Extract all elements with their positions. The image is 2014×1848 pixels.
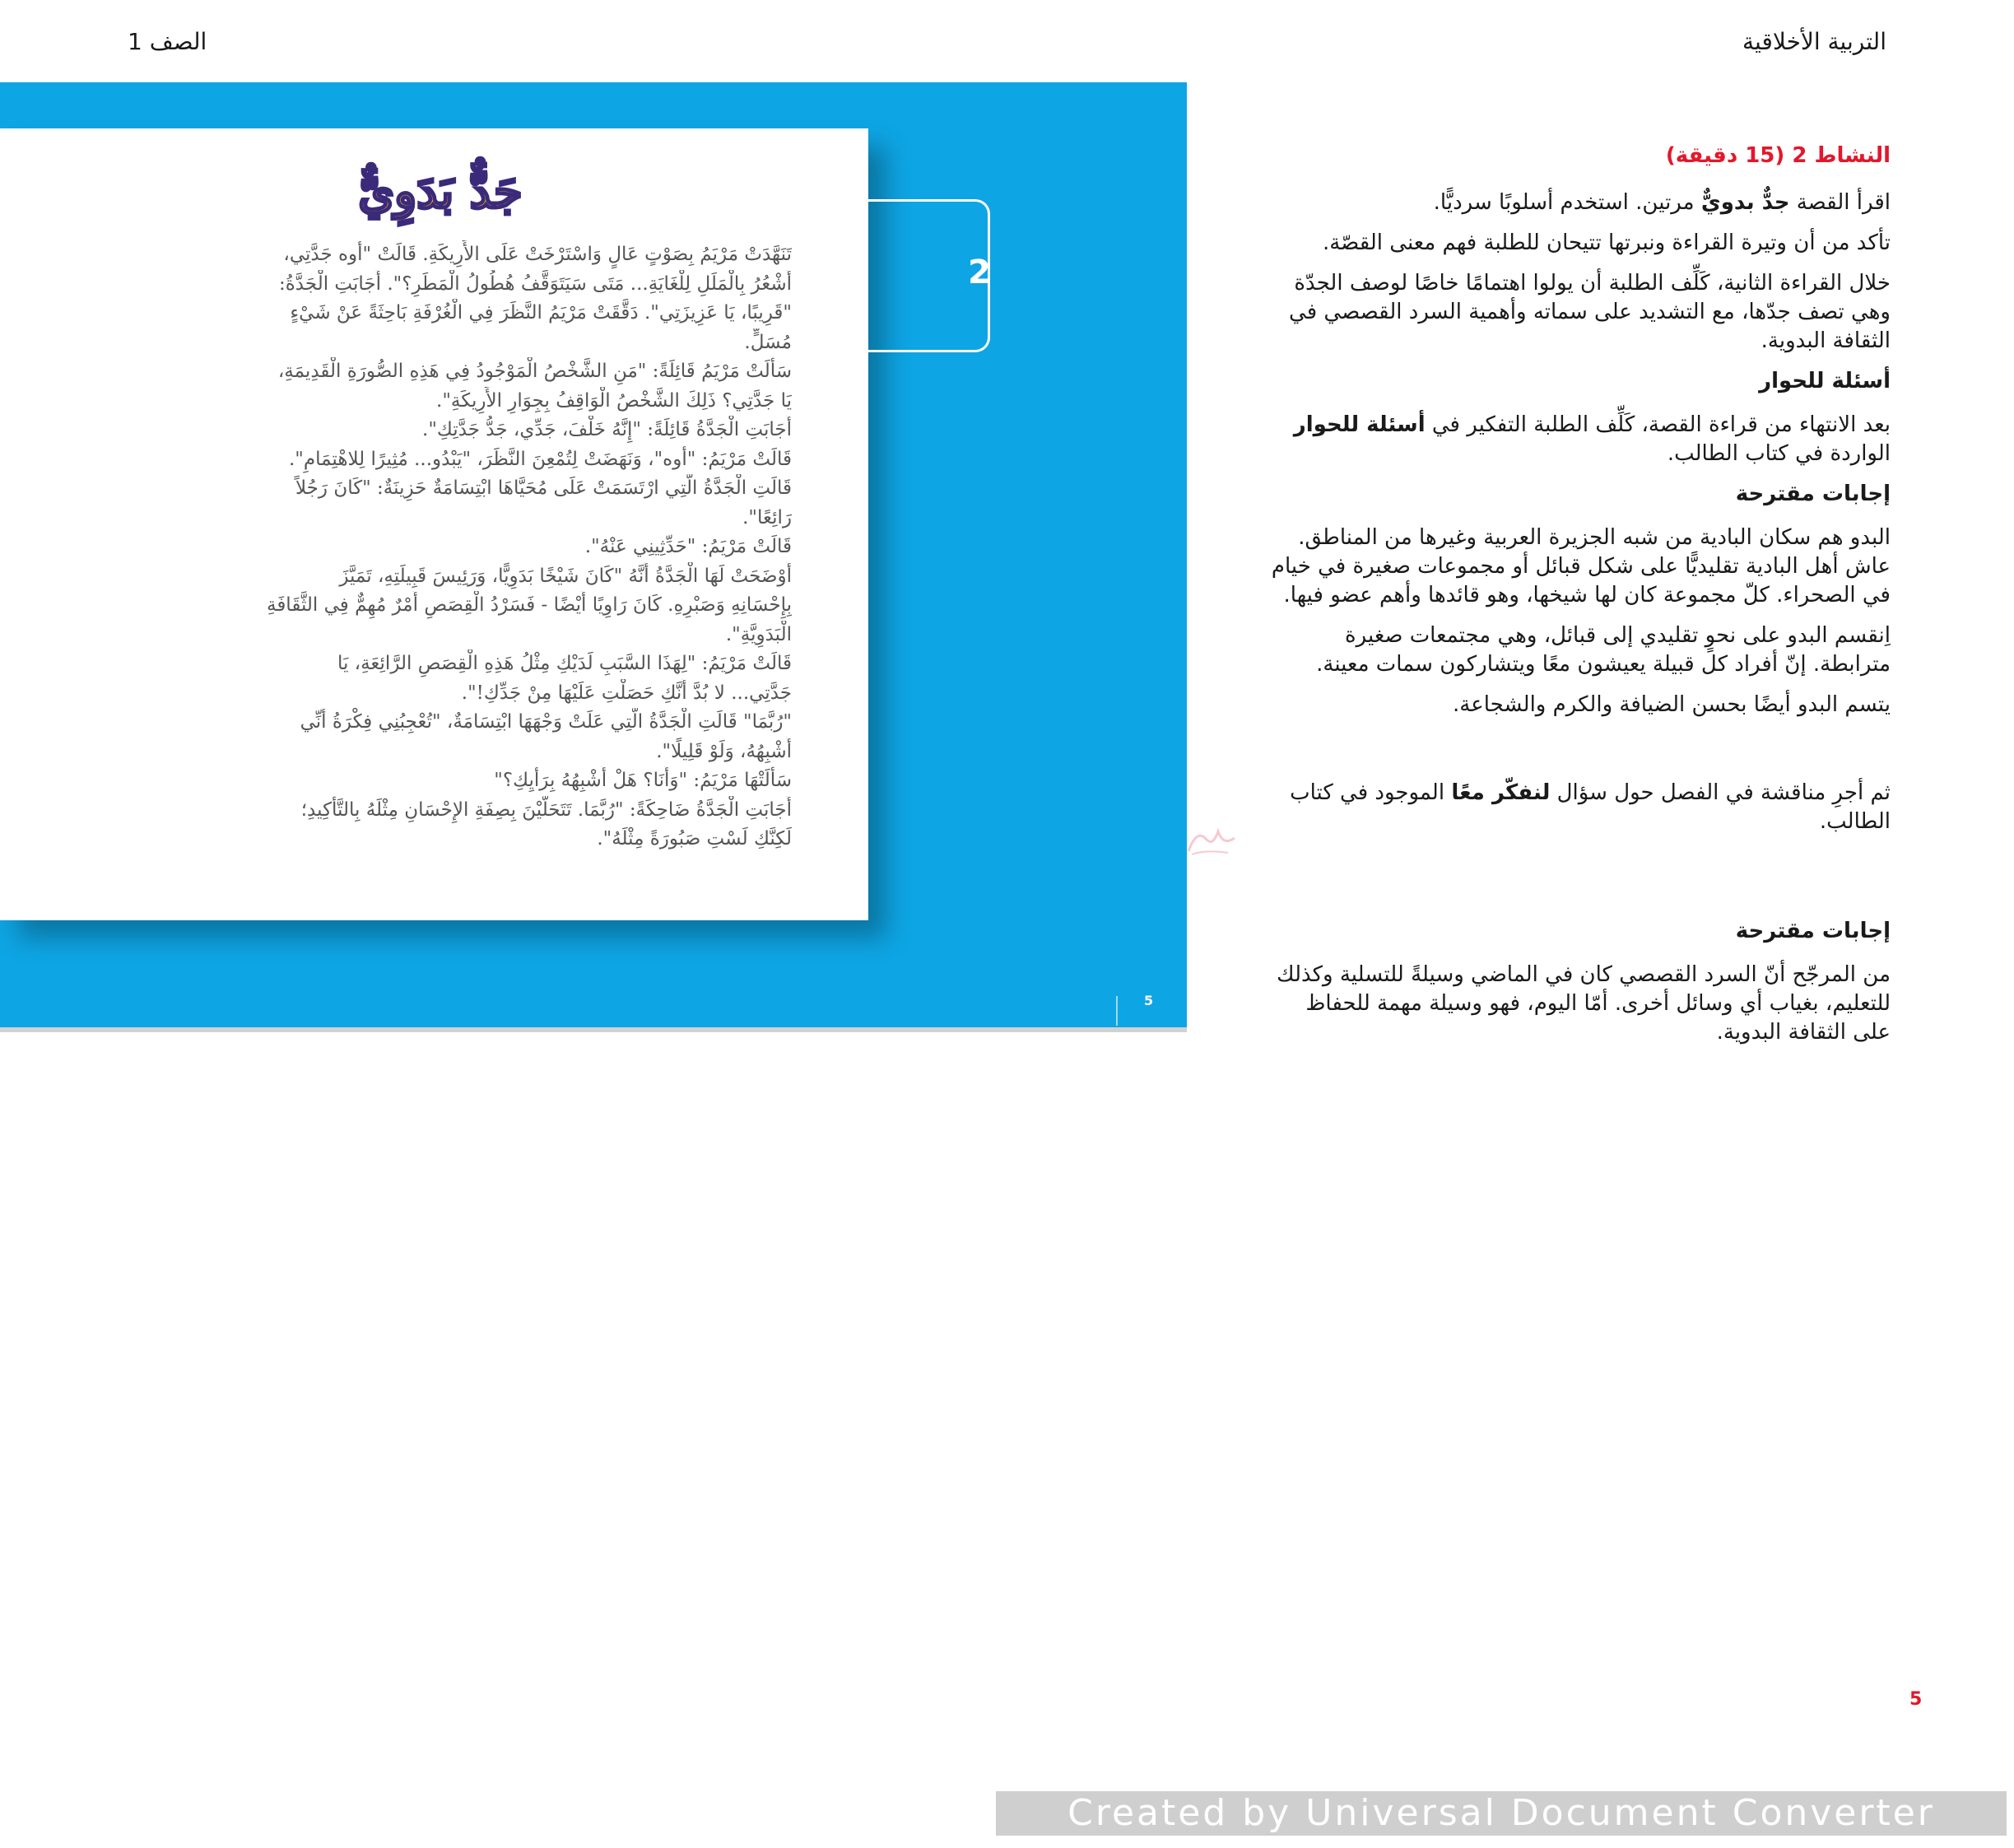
story-line: أُشْبِهُهُ، وَلَوْ قَلِيلًا".: [656, 740, 792, 762]
story-line: تَنَهَّدَتْ مَرْيَمُ بِصَوْتٍ عَالٍ وَاسْتَرْخَتْ عَلَى الأَرِيكَةِ. قَالَتْ "أوه جَدَّتِي،: [283, 244, 792, 265]
story-line: قَالَتْ مَرْيَمُ: "حَدِّثِينِي عَنْهُ".: [584, 536, 792, 557]
note-paragraph-3: خلال القراءة الثانية، كَلِّف الطلبة أن يولوا اهتمامًا خاصًا لوصف الجدّة وهي تصف جدّها، مع التشديد على سماته وأهمية السرد القصصي في الثقافة البدوية.: [1289, 271, 1891, 353]
story-line: سَأَلَتْهَا مَرْيَمُ: "وَأَنَا؟ هَلْ أُشْبِهُهُ بِرَأْيِكِ؟": [494, 770, 792, 791]
teacher-notes: [1265, 142, 1891, 1059]
story-line: بِإِحْسَانِهِ وَصَبْرِهِ. كَانَ رَاوِيًا أَيْضًا - فَسَرْدُ الْقِصَصِ أَمْرٌ مُهِمٌّ فِي الثَّقَافَةِ: [266, 594, 792, 616]
story-line: أَوْضَحَتْ لَهَا الْجَدَّةُ أَنَّهُ "كَانَ شَيْخًا بَدَوِيًّا، وَرَئِيسَ قَبِيلَتِهِ، تَمَيَّزَ: [339, 565, 792, 587]
heading-suggested-answers-1: إجابات مقترحة: [1735, 482, 1891, 506]
story-line: مُسَلٍّ.: [744, 331, 792, 353]
story-line: رَائِعًا".: [742, 506, 792, 528]
note-paragraph-7: يتسم البدو أيضًا بحسن الضيافة والكرم والشجاعة.: [1453, 692, 1891, 717]
heading-suggested-answers-2: إجابات مقترحة: [1735, 919, 1891, 943]
lesson-number: 2: [968, 254, 991, 291]
story-line: أَشْعُرُ بِالْمَلَلِ لِلْغَايَةِ... مَتَى سَيَتَوَقَّفُ هُطُولُ الْمَطَرِ؟". أَجَابَتِ الْجَدَّةُ:: [279, 272, 792, 295]
story-line: "رُبَّمَا" قَالَتِ الْجَدَّةُ الَّتِي عَلَتْ وَجْهَهَا ابْتِسَامَةٌ، "تُعْجِبُنِي فِكْرَةُ أَنِّي: [300, 711, 792, 733]
story-line: قَالَتِ الْجَدَّةُ الَّتِي ارْتَسَمَتْ عَلَى مُحَيَّاهَا ابْتِسَامَةٌ حَزِينَةٌ: "كَانَ رَجُلاً: [295, 477, 792, 499]
story-line: قَالَتْ مَرْيَمُ: "لِهَذَا السَّبَبِ لَدَيْكِ مِثْلُ هَذِهِ الْقِصَصِ الرَّائِعَةِ، يَا: [337, 653, 792, 674]
note-paragraph-5: البدو هم سكان البادية من شبه الجزيرة العربية وغيرها من المناطق. عاش أهل البادية تقليديًّا على شكل قبائل أو مجموعات صغيرة في خيام في الصحراء. كلّ مجموعة كان لها شيخها، وهو قائدها وأهم عضو فيها.: [1271, 525, 1891, 607]
note-paragraph-6: اِنقسم البدو على نحوٍ تقليدي إلى قبائل، وهي مجتمعات صغيرة مترابطة. إنّ أفراد كل قبيلة يعيشون معًا ويتشاركون سمات معينة.: [1316, 623, 1891, 677]
activity-title: النشاط 2 (15 دقيقة): [1665, 143, 1891, 168]
story-line: "قَرِيبًا، يَا عَزِيزَتِي". دَقَّقَتْ مَرْيَمُ النَّظَرَ فِي الْغُرْفَةِ بَاحِثَةً عَنْ شَيْءٍ: [290, 302, 792, 324]
story-body: [99, 240, 792, 854]
grade-header: الصف 1: [128, 28, 207, 55]
note-paragraph-2: تأكد من أن وتيرة القراءة ونبرتها تتيحان للطلبة فهم معنى القصّة.: [1322, 230, 1891, 255]
heading-dialogue-questions: أسئلة للحوار: [1759, 369, 1891, 393]
book-footer-divider: [1116, 996, 1118, 1026]
story-line: قَالَتْ مَرْيَمُ: "أوه"، وَنَهَضَتْ لِتُمْعِنَ النَّظَرَ، "يَبْدُو... مُثِيرًا لِلاهْتِمَامِ".: [288, 448, 792, 470]
story-line: لَكِنَّكِ لَسْتِ صَبُورَةً مِثْلَهُ".: [597, 828, 792, 850]
story-line: يَا جَدَّتِي؟ ذَلِكَ الشَّخْصُ الْوَاقِفُ بِجِوَارِ الأَرِيكَةِ".: [436, 389, 792, 412]
story-line: الْبَدَوِيَّةِ".: [725, 623, 792, 645]
story-line: أَجَابَتِ الْجَدَّةُ قَائِلَةً: "إِنَّهُ خَلْفَ، جَدِّي، جَدُّ جَدَّتِكِ".: [422, 419, 792, 440]
note-paragraph-4: بعد الانتهاء من قراءة القصة، كَلِّف الطلبة التفكير في أسئلة للحوار الواردة في كتاب الطالب.: [1293, 412, 1891, 466]
watermark-banner: Created by Universal Document Converter: [996, 1791, 2007, 1836]
story-line: أَجَابَتِ الْجَدَّةُ ضَاحِكَةً: "رُبَّمَا. تَتَحَلَّيْنَ بِصِفَةِ الإِحْسَانِ مِثْلَهُ بِالتَّأْكِيدِ؛: [300, 798, 792, 821]
book-shadow: [0, 1027, 1187, 1032]
story-title: جَدٌّ بَدَوِيٌّ: [358, 165, 523, 219]
book-page-number: 5: [1144, 993, 1154, 1008]
note-paragraph-8: ثم أجرِ مناقشة في الفصل حول سؤال لنفكّر معًا الموجود في كتاب الطالب.: [1290, 780, 1891, 834]
story-line: سَأَلَتْ مَرْيَمُ قَائِلَةً: "مَنِ الشَّخْصُ الْمَوْجُودُ فِي هَذِهِ الصُّورَةِ الْقَدِيمَةِ،: [277, 361, 792, 382]
subject-header: التربية الأخلاقية: [1742, 28, 1886, 55]
note-paragraph-9: من المرجّح أنّ السرد القصصي كان في الماضي وسيلةً للتسلية وكذلك للتعليم، بغياب أي وسائل أخرى. أمّا اليوم، فهو وسيلة مهمة للحفاظ على الثقافة البدوية.: [1277, 962, 1891, 1045]
story-line: جَدَّتِي... لا بُدَّ أَنَّكِ حَصَلْتِ عَلَيْهَا مِنْ جَدِّكِ!".: [461, 682, 792, 704]
decorative-scribble-icon: [1185, 822, 1238, 858]
page-number: 5: [1909, 1689, 1923, 1710]
note-paragraph-1: اقرأ القصة جدٌّ بدويٌّ مرتين. استخدم أسلوبًا سرديًّا.: [1433, 190, 1891, 215]
